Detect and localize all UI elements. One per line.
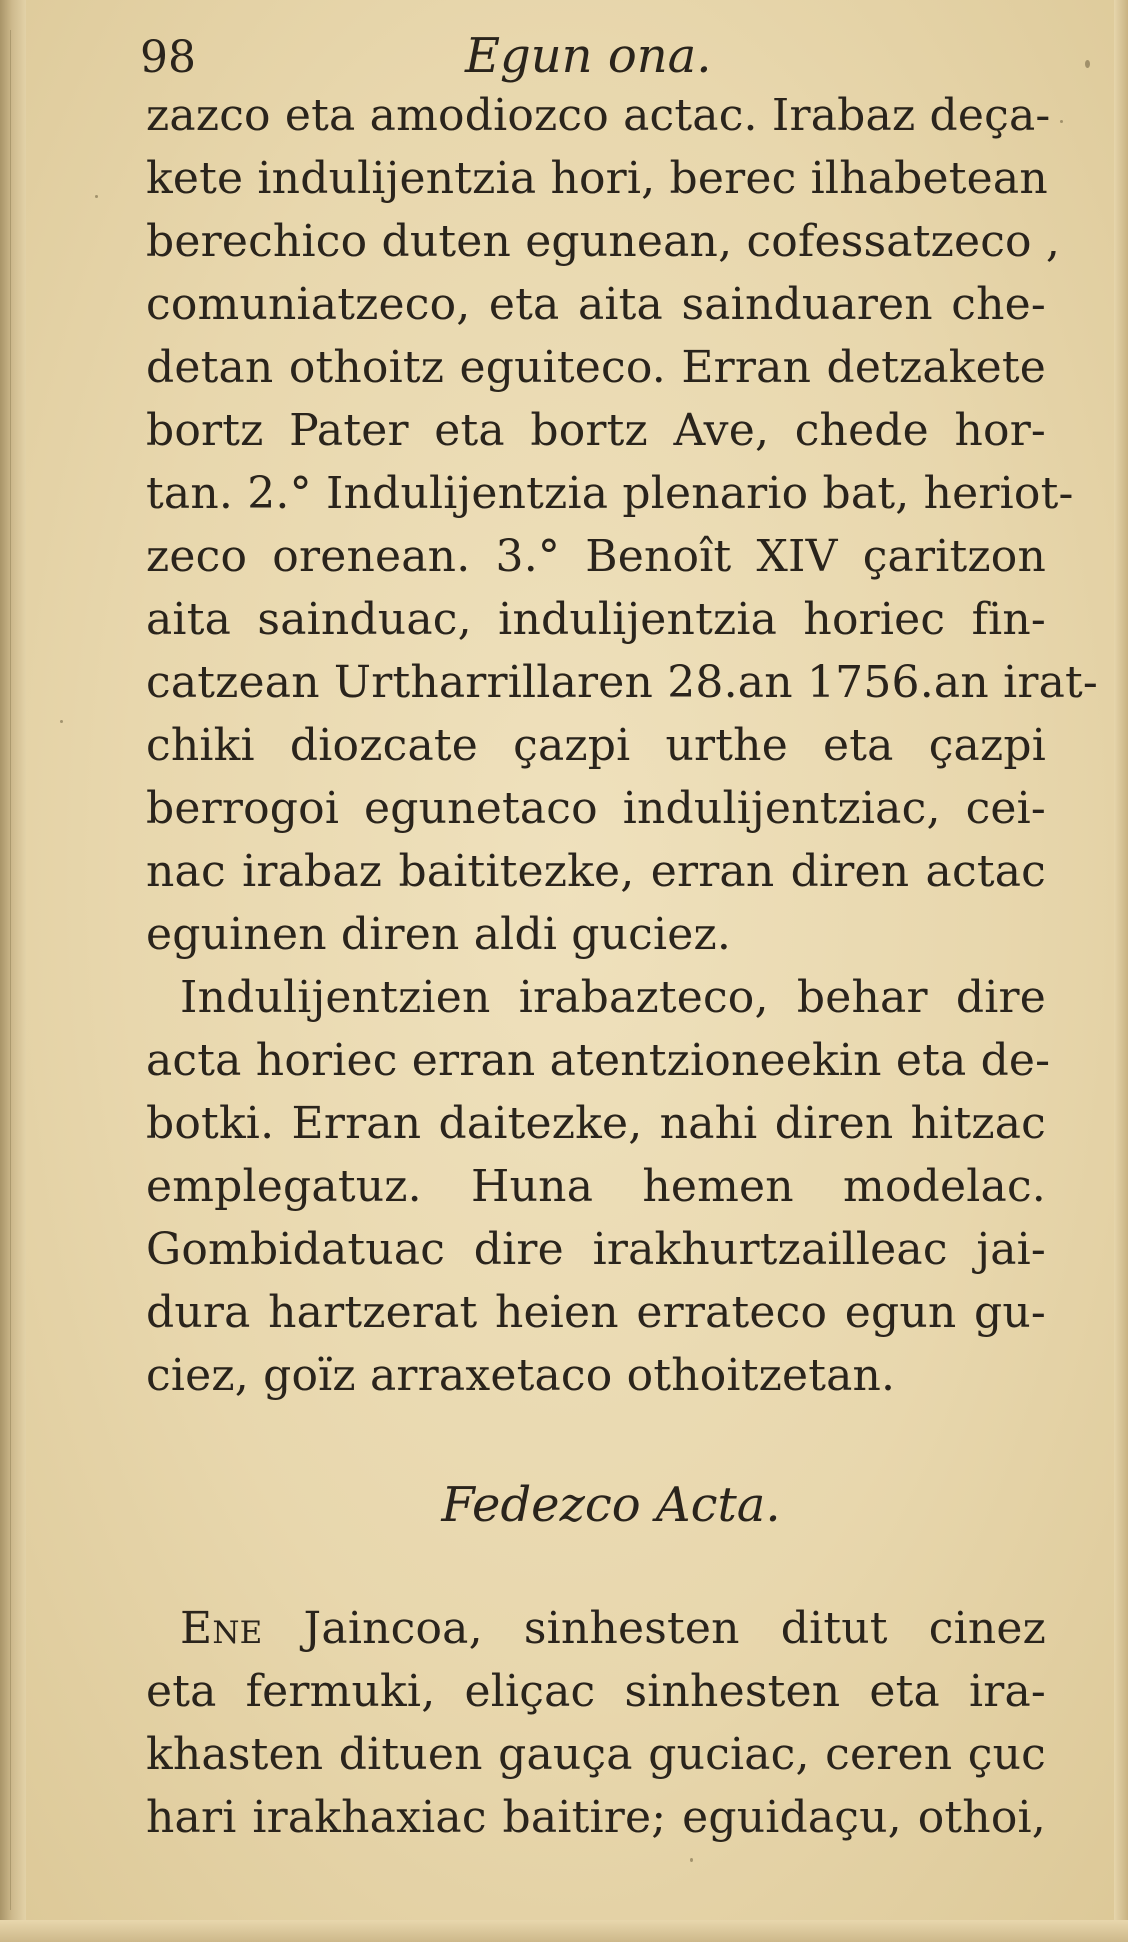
- text-line: botki. Erran daitezke, nahi diren hitzac: [146, 1098, 1046, 1149]
- text-line: nac irabaz baititezke, erran diren actac: [146, 846, 1046, 897]
- paragraph-indulgences: [146, 84, 1098, 966]
- text-line: kete indulijentzia hori, berec ilhabetean: [146, 153, 1048, 204]
- ink-speck: [1060, 120, 1063, 123]
- page-bottom-edge: [0, 1920, 1128, 1942]
- page-body: [146, 84, 1098, 1849]
- section-spacer: [146, 1555, 1046, 1597]
- text-line: Indulijentzien irabazteco, behar dire: [180, 972, 1046, 1023]
- text-line: ciez, goïz arraxetaco othoitzetan.: [146, 1350, 896, 1401]
- gutter-crease: [10, 30, 11, 1910]
- text-line: eta fermuki, eliçac sinhesten eta ira-: [146, 1666, 1046, 1717]
- text-line: [146, 1597, 1046, 1660]
- ink-speck: [60, 720, 63, 723]
- first-line-text: Jaincoa, sinhesten ditut cinez: [262, 1603, 1046, 1654]
- text-line: comuniatzeco, eta aita sainduaren che-: [146, 279, 1046, 330]
- text-line: emplegatuz. Huna hemen modelac.: [146, 1161, 1046, 1212]
- opening-word: Ene: [180, 1603, 263, 1654]
- ink-speck: [690, 1858, 693, 1862]
- text-line: acta horiec erran atentzioneekin eta de-: [146, 1035, 1051, 1086]
- text-line: tan. 2.° Indulijentzia plenario bat, heriot-: [146, 468, 1074, 519]
- page-number: 98: [140, 32, 196, 83]
- text-line: bortz Pater eta bortz Ave, chede hor-: [146, 405, 1046, 456]
- text-line: hari irakhaxiac baitire; eguidaçu, othoi,: [146, 1792, 1046, 1843]
- ink-speck: [1085, 60, 1090, 68]
- page-gutter: [0, 0, 26, 1942]
- text-line: dura hartzerat heien errateco egun gu-: [146, 1287, 1046, 1338]
- text-line: chiki diozcate çazpi urthe eta çazpi: [146, 720, 1046, 771]
- section-title: Fedezco Acta.: [441, 1477, 781, 1533]
- text-line: khasten dituen gauça guciac, ceren çuc: [146, 1729, 1046, 1780]
- text-line: detan othoitz eguiteco. Erran detzakete: [146, 342, 1046, 393]
- text-line: zazco eta amodiozco actac. Irabaz deça-: [146, 90, 1051, 141]
- paragraph-act-of-faith: [146, 1597, 1046, 1849]
- text-line: berrogoi egunetaco indulijentziac, cei-: [146, 783, 1046, 834]
- text-line: berechico duten egunean, cofessatzeco ,: [146, 216, 1061, 267]
- text-line: Gombidatuac dire irakhurtzailleac jai-: [146, 1224, 1046, 1275]
- ink-speck: [95, 195, 98, 198]
- page-header: [140, 22, 1020, 92]
- paragraph-instructions: [146, 966, 1051, 1407]
- text-line: aita sainduac, indulijentzia horiec fin-: [146, 594, 1046, 645]
- text-line: eguinen diren aldi guciez.: [146, 909, 732, 960]
- running-title: Egun ona.: [465, 28, 712, 84]
- page-right-edge: [1114, 0, 1128, 1942]
- text-line: catzean Urtharrillaren 28.an 1756.an irat-: [146, 657, 1098, 708]
- text-line: zeco orenean. 3.° Benoît XIV çaritzon: [146, 531, 1046, 582]
- section-spacer: [146, 1407, 1046, 1455]
